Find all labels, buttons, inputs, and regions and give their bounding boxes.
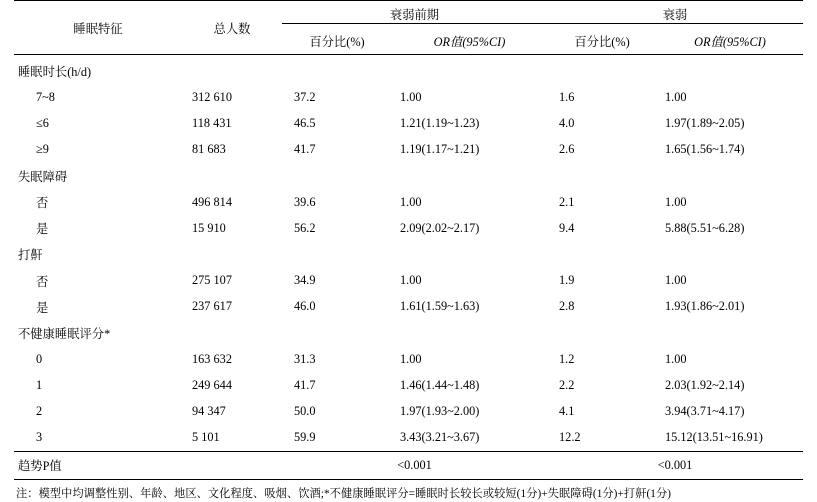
header-group-prefrail (282, 1, 547, 29)
cell-prefrail-or: 1.00 (400, 351, 422, 366)
cell-prefrail-or: 1.00 (400, 194, 422, 209)
cell-frail-pct: 4.0 (559, 115, 575, 130)
cell-frail-or: 2.03(1.92~2.14) (665, 377, 745, 392)
cell-total: 118 431 (192, 115, 232, 130)
cell-frail-pct: 2.6 (559, 142, 575, 157)
table-row (14, 137, 803, 163)
cell-frail-or (657, 163, 803, 189)
table-row (14, 398, 803, 424)
cell-prefrail-or (392, 55, 547, 85)
header-prefrail-or: OR值(95%CI) (433, 35, 506, 49)
cell-frail-pct: 9.4 (559, 220, 575, 235)
cell-feature: 睡眠时长(h/d) (18, 65, 92, 80)
cell-prefrail-or: 1.00 (400, 89, 422, 104)
cell-frail-pct (547, 241, 657, 267)
cell-total: 496 814 (192, 194, 232, 209)
cell-frail-pct: 2.8 (559, 299, 575, 314)
header-total: 总人数 (213, 21, 251, 36)
cell-total: 249 644 (192, 377, 232, 392)
cell-frail-or: 5.88(5.51~6.28) (665, 220, 745, 235)
header-frail-pct: 百分比(%) (574, 35, 630, 49)
cell-prefrail-pct: 50.0 (294, 404, 316, 419)
table-row (14, 268, 803, 294)
cell-total: 5 101 (192, 430, 220, 445)
cell-prefrail-or (392, 241, 547, 267)
cell-frail-or: 1.65(1.56~1.74) (665, 142, 745, 157)
trend-label-text: 趋势P值 (18, 459, 62, 474)
cell-frail-or: 1.00 (665, 89, 687, 104)
cell-prefrail-pct: 46.0 (294, 299, 316, 314)
cell-frail-or (657, 55, 803, 85)
cell-frail-or (657, 241, 803, 267)
cell-total (182, 320, 282, 346)
header-row-groups (14, 1, 803, 29)
cell-prefrail-pct (282, 320, 392, 346)
cell-prefrail-pct: 59.9 (294, 430, 316, 445)
cell-total (182, 241, 282, 267)
cell-prefrail-or: 3.43(3.21~3.67) (400, 430, 480, 445)
cell-feature: 否 (36, 274, 49, 289)
table-row (14, 163, 803, 189)
cell-prefrail-pct: 34.9 (294, 273, 316, 288)
cell-total: 275 107 (192, 273, 232, 288)
cell-feature: 是 (36, 300, 49, 315)
cell-frail-or: 1.93(1.86~2.01) (665, 299, 745, 314)
header-prefrail-pct: 百分比(%) (309, 35, 365, 49)
cell-total: 15 910 (192, 220, 226, 235)
cell-frail-or: 1.00 (665, 194, 687, 209)
cell-frail-pct (547, 55, 657, 85)
cell-feature: 是 (36, 222, 49, 237)
cell-feature: 否 (36, 196, 49, 211)
cell-frail-pct: 2.1 (559, 194, 575, 209)
table-row (14, 189, 803, 215)
cell-total: 81 683 (192, 142, 226, 157)
table-row (14, 425, 803, 452)
table-row (14, 241, 803, 267)
cell-prefrail-or (392, 163, 547, 189)
cell-prefrail-pct: 56.2 (294, 220, 316, 235)
cell-feature: 打鼾 (18, 248, 43, 263)
cell-prefrail-pct: 41.7 (294, 377, 316, 392)
cell-frail-pct: 12.2 (559, 430, 581, 445)
table-row (14, 215, 803, 241)
table-row (14, 294, 803, 320)
cell-frail-pct: 1.6 (559, 89, 575, 104)
trend-row (14, 451, 803, 479)
cell-total (182, 55, 282, 85)
cell-prefrail-pct: 31.3 (294, 351, 316, 366)
cell-trend-total (182, 451, 282, 479)
cell-total: 237 617 (192, 299, 232, 314)
table-row (14, 346, 803, 372)
cell-frail-pct: 1.2 (559, 351, 575, 366)
cell-frail-or: 1.97(1.89~2.05) (665, 115, 745, 130)
cell-prefrail-or: 1.00 (400, 273, 422, 288)
cell-prefrail-or: 1.61(1.59~1.63) (400, 299, 480, 314)
cell-feature: 2 (36, 404, 43, 419)
cell-prefrail-or: 1.19(1.17~1.21) (400, 142, 480, 157)
cell-prefrail-pct: 41.7 (294, 142, 316, 157)
header-feature: 睡眠特征 (73, 21, 123, 36)
cell-prefrail-pct: 46.5 (294, 115, 316, 130)
cell-total: 312 610 (192, 89, 232, 104)
sleep-frailty-table (14, 0, 803, 480)
cell-frail-or: 3.94(3.71~4.17) (665, 404, 745, 419)
cell-frail-or (657, 320, 803, 346)
cell-frail-pct (547, 320, 657, 346)
cell-frail-pct: 2.2 (559, 377, 575, 392)
cell-prefrail-pct: 39.6 (294, 194, 316, 209)
table-row (14, 320, 803, 346)
cell-feature: 1 (36, 377, 43, 392)
cell-trend-label (14, 451, 182, 479)
cell-prefrail-or (392, 320, 547, 346)
cell-trend-prefrail: <0.001 (397, 457, 432, 472)
cell-frail-pct: 1.9 (559, 273, 575, 288)
header-group-frail (547, 1, 803, 29)
cell-frail-or: 15.12(13.51~16.91) (665, 430, 763, 445)
table-row (14, 55, 803, 85)
cell-prefrail-pct: 37.2 (294, 89, 316, 104)
cell-total: 163 632 (192, 351, 232, 366)
table-row (14, 372, 803, 398)
cell-feature: 0 (36, 351, 43, 366)
cell-frail-or: 1.00 (665, 351, 687, 366)
table-header (14, 1, 803, 55)
cell-feature: 不健康睡眠评分* (18, 326, 111, 341)
cell-total (182, 163, 282, 189)
cell-prefrail-pct (282, 55, 392, 85)
cell-feature: 失眠障碍 (18, 169, 68, 184)
cell-prefrail-or: 2.09(2.02~2.17) (400, 220, 480, 235)
header-group-prefrail-label: 衰弱前期 (282, 5, 547, 24)
table-row (14, 84, 803, 110)
cell-frail-or: 1.00 (665, 273, 687, 288)
cell-total: 94 347 (192, 404, 226, 419)
table-body (14, 55, 803, 480)
cell-feature: 3 (36, 430, 43, 445)
cell-prefrail-or: 1.21(1.19~1.23) (400, 115, 480, 130)
cell-trend-frail: <0.001 (657, 457, 693, 472)
cell-feature: 7~8 (36, 89, 55, 104)
table-row (14, 110, 803, 136)
cell-frail-pct (547, 163, 657, 189)
header-group-frail-label: 衰弱 (547, 5, 803, 24)
cell-prefrail-pct (282, 241, 392, 267)
cell-prefrail-or: 1.46(1.44~1.48) (400, 377, 480, 392)
cell-feature: ≤6 (36, 115, 49, 130)
cell-frail-pct: 4.1 (559, 404, 575, 419)
header-frail-or: OR值(95%CI) (694, 35, 766, 49)
table-footnote: 注：模型中均调整性别、年龄、地区、文化程度、吸烟、饮酒;*不健康睡眠评分=睡眠时长较长或较短(1分)+失眠障碍(1分)+打鼾(1分) (16, 487, 672, 500)
cell-prefrail-pct (282, 163, 392, 189)
cell-feature: ≥9 (36, 142, 49, 157)
cell-prefrail-or: 1.97(1.93~2.00) (400, 404, 480, 419)
